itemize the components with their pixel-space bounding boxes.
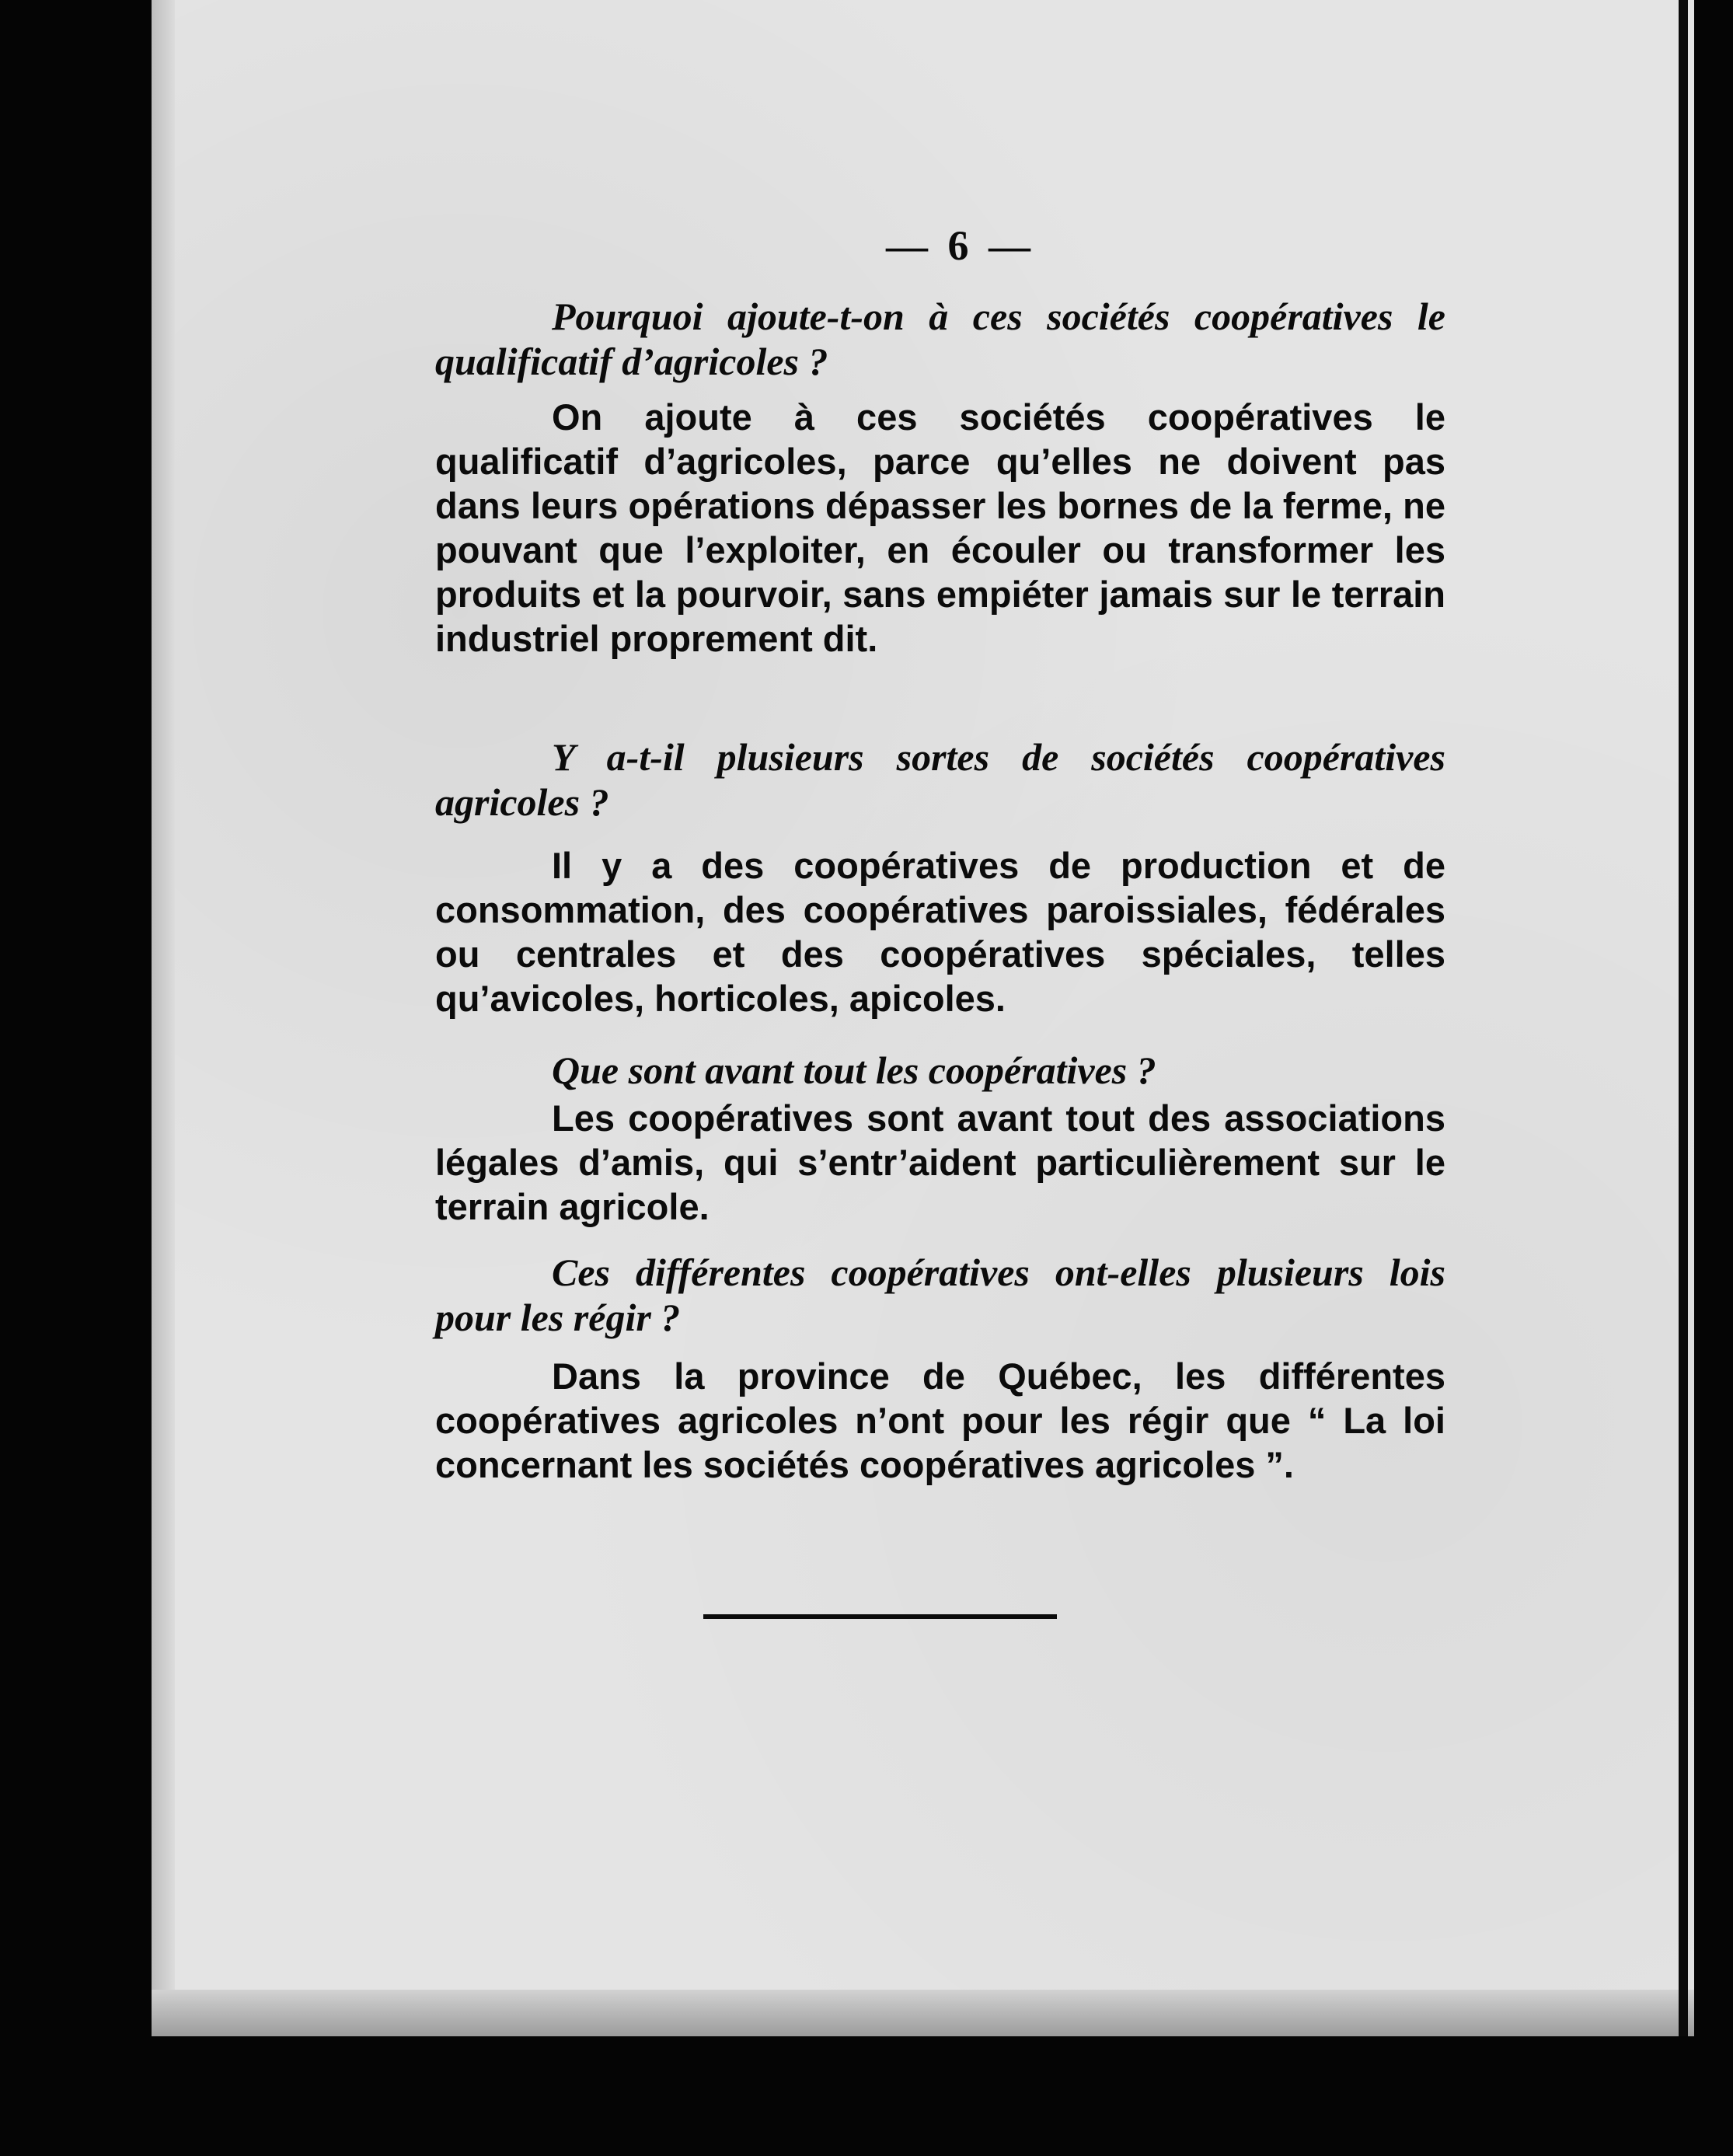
- qa-section-4: [435, 1250, 1445, 1487]
- qa-section-3: [435, 1048, 1445, 1229]
- question-2: Y a-t-il plusieurs sortes de sociétés coopératives agricoles ?: [435, 735, 1445, 824]
- answer-4: Dans la province de Québec, les différentes coopératives agricoles n’ont pour les régir que “ La loi concernant les sociétés coopératives agricoles ”.: [435, 1355, 1445, 1485]
- qa-section-2: [435, 734, 1445, 1020]
- page-number: — 6 —: [886, 222, 1035, 269]
- answer-2: Il y a des coopératives de production et de consommation, des coopératives paroissiales, fédérales ou centrales et des coopératives spéciales, telles qu’avicoles, horticoles, apicoles.: [435, 845, 1445, 1019]
- answer-3: Les coopératives sont avant tout des associations légales d’amis, qui s’entr’aident particulièrement sur le terrain agricole.: [435, 1097, 1445, 1227]
- binding-line: [1679, 0, 1688, 2036]
- qa-section-1: [435, 294, 1445, 661]
- page-left-edge: [152, 0, 175, 2036]
- section-end-rule: [703, 1614, 1057, 1619]
- answer-1: On ajoute à ces sociétés coopératives le qualificatif d’agricoles, parce qu’elles ne doivent pas dans leurs opérations dépasser les bornes de la ferme, ne pouvant que l’exploiter, en écouler ou transformer les produits et la pourvoir, sans empiéter jamais sur le terrain industriel proprement dit.: [435, 396, 1445, 659]
- question-4: Ces différentes coopératives ont-elles plusieurs lois pour les régir ?: [435, 1251, 1445, 1339]
- page-bottom-edge: [152, 1990, 1694, 2036]
- question-1: Pourquoi ajoute-t-on à ces sociétés coopératives le qualificatif d’agricoles ?: [435, 295, 1445, 383]
- question-3: Que sont avant tout les coopératives ?: [552, 1048, 1156, 1092]
